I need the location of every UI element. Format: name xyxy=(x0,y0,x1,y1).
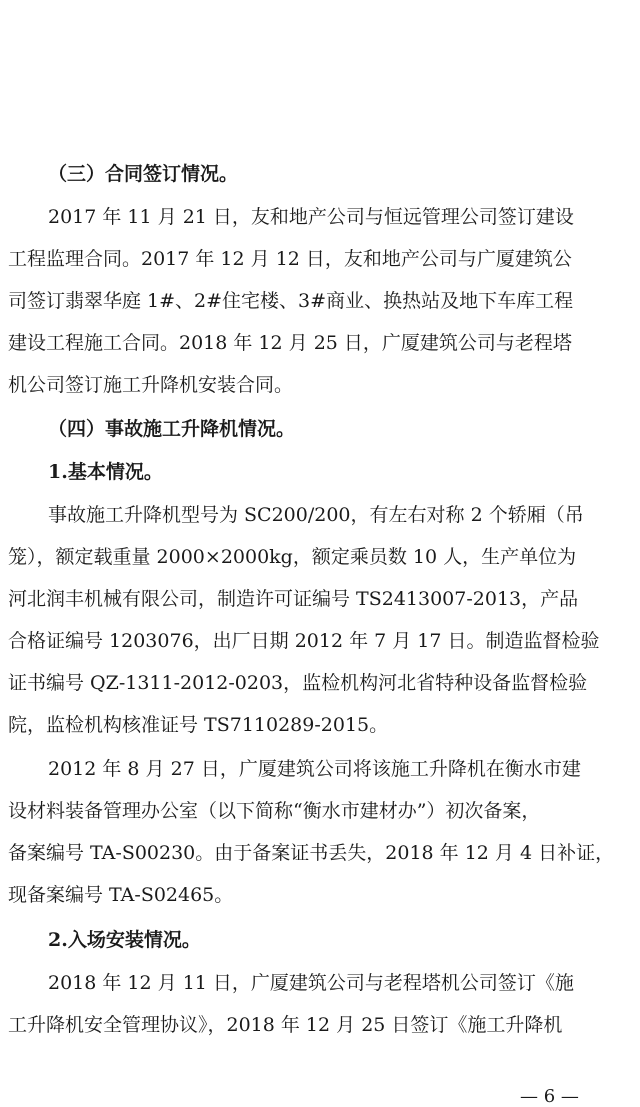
paragraph-3-line-3: 备案编号 TA-S00230。由于备案证书丢失，2018 年 12 月 4 日补证， xyxy=(8,842,615,864)
paragraph-1-line-5: 机公司签订施工升降机安装合同。 xyxy=(8,374,294,396)
paragraph-2-line-1: 事故施工升降机型号为 SC200/200，有左右对称 2 个轿厢（吊 xyxy=(48,504,584,526)
paragraph-2-line-6: 院，监检机构核准证号 TS7110289-2015。 xyxy=(8,714,389,736)
paragraph-4-line-2: 工升降机安全管理协议》，2018 年 12 月 25 日签订《施工升降机 xyxy=(8,1014,563,1036)
section-heading-3: （三）合同签订情况。 xyxy=(48,163,239,185)
subsection-heading-2: 2.入场安装情况。 xyxy=(48,929,201,951)
paragraph-1-line-1: 2017 年 11 月 21 日，友和地产公司与恒远管理公司签订建设 xyxy=(48,206,574,228)
paragraph-2-line-4: 合格证编号 1203076，出厂日期 2012 年 7 月 17 日。制造监督检验 xyxy=(8,630,600,652)
paragraph-1-line-4: 建设工程施工合同。2018 年 12 月 25 日，广厦建筑公司与老程塔 xyxy=(8,332,572,354)
paragraph-2-line-3: 河北润丰机械有限公司，制造许可证编号 TS2413007-2013，产品 xyxy=(8,588,579,610)
section-heading-4: （四）事故施工升降机情况。 xyxy=(48,418,296,440)
paragraph-1-line-3: 司签订翡翠华庭 1#、2#住宅楼、3#商业、换热站及地下车库工程 xyxy=(8,290,574,312)
paragraph-3-line-4: 现备案编号 TA-S02465。 xyxy=(8,884,234,906)
paragraph-3-line-1: 2012 年 8 月 27 日，广厦建筑公司将该施工升降机在衡水市建 xyxy=(48,758,581,780)
page-number: — 6 — xyxy=(520,1086,579,1107)
subsection-heading-1: 1.基本情况。 xyxy=(48,461,163,483)
paragraph-3-line-2: 设材料装备管理办公室（以下简称“衡水市建材办”）初次备案， xyxy=(8,800,541,822)
paragraph-2-line-5: 证书编号 QZ-1311-2012-0203，监检机构河北省特种设备监督检验 xyxy=(8,672,588,694)
paragraph-1-line-2: 工程监理合同。2017 年 12 月 12 日，友和地产公司与广厦建筑公 xyxy=(8,248,572,270)
paragraph-4-line-1: 2018 年 12 月 11 日，广厦建筑公司与老程塔机公司签订《施 xyxy=(48,972,574,994)
paragraph-2-line-2: 笼），额定载重量 2000×2000kg，额定乘员数 10 人，生产单位为 xyxy=(8,546,577,568)
